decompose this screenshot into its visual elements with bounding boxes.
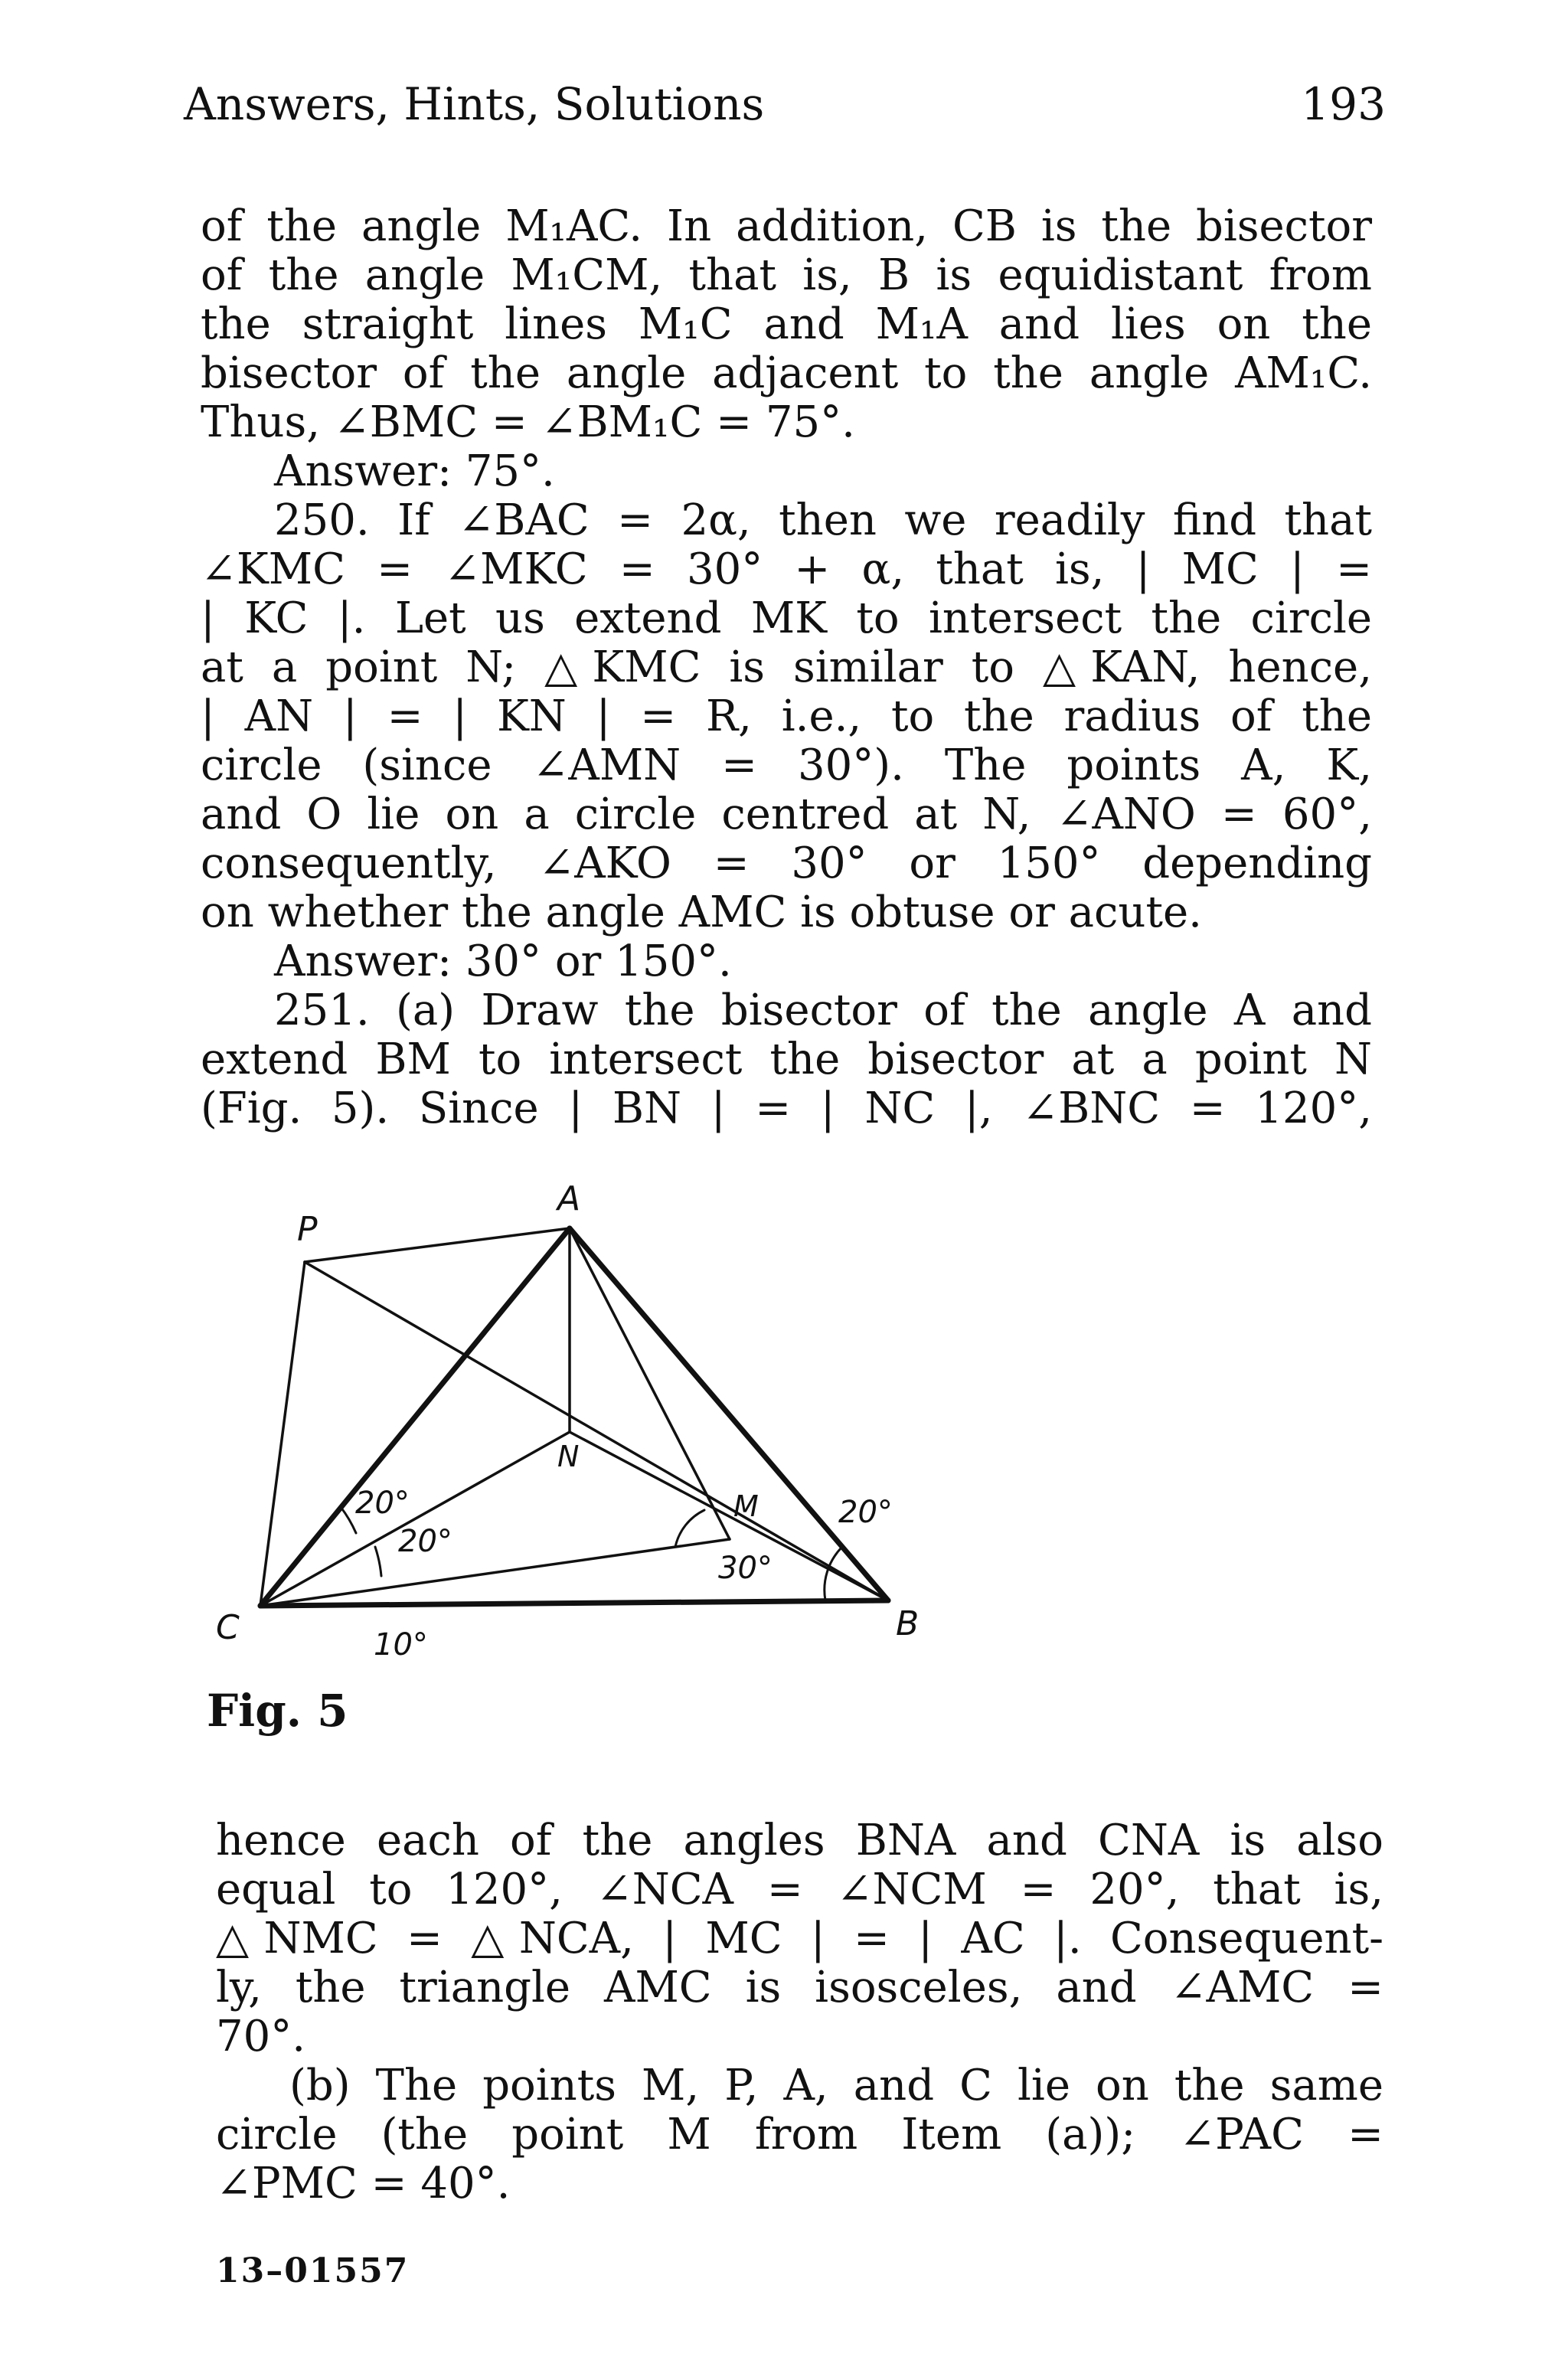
- figure-5: [207, 1179, 957, 1715]
- text-line: at a point N; △KMC is similar to △KAN, hence,: [201, 642, 1372, 692]
- angle-label-c-bottom: 10°: [374, 1627, 428, 1662]
- page-number: 193: [1301, 78, 1386, 130]
- segment-CM: [260, 1539, 730, 1606]
- text-line: circle (the point M from Item (a)); ∠PAC =: [216, 2110, 1383, 2159]
- part-b-start: (b) The points M, P, A, and C lie on the same: [289, 2061, 1383, 2110]
- text-line: ∠PMC = 40°.: [216, 2159, 511, 2208]
- signature-code: 13–01557: [216, 2251, 410, 2290]
- geometry-diagram: [207, 1179, 957, 1715]
- point-label-N: N: [557, 1440, 580, 1473]
- text-line: extend BM to intersect the bisector at a point N: [201, 1035, 1372, 1084]
- segment-PB: [305, 1262, 888, 1600]
- text-line: equal to 120°, ∠NCA = ∠NCM = 20°, that is,: [216, 1865, 1383, 1914]
- text-line: the straight lines M₁C and M₁A and lies on the: [201, 299, 1372, 349]
- angle-arc-c-lower: [375, 1547, 381, 1576]
- text-line: and O lie on a circle centred at N, ∠ANO = 60°,: [201, 790, 1372, 839]
- segment-PC: [260, 1262, 305, 1606]
- text-line: of the angle M₁CM, that is, B is equidistant from: [201, 250, 1372, 300]
- text-line: ly, the triangle AMC is isosceles, and ∠AMC =: [216, 1963, 1383, 2012]
- text-line: circle (since ∠AMN = 30°). The points A, K,: [201, 740, 1372, 790]
- header-title: Answers, Hints, Solutions: [184, 78, 765, 130]
- text-line: △NMC = △NCA, | MC | = | AC |. Consequent-: [216, 1914, 1383, 1963]
- answer-text-block-2: [216, 1816, 1383, 2208]
- text-line: bisector of the angle adjacent to the angle AM₁C.: [201, 348, 1372, 398]
- problem-251-start: 251. (a) Draw the bisector of the angle A and: [274, 986, 1372, 1035]
- text-line: Thus, ∠BMC = ∠BM₁C = 75°.: [201, 397, 855, 447]
- text-line: on whether the angle AMC is obtuse or acute.: [201, 888, 1202, 937]
- problem-250-start: 250. If ∠BAC = 2α, then we readily find that: [274, 495, 1372, 545]
- answer-text-block: [201, 202, 1372, 1133]
- angle-label-c-mid: 20°: [398, 1524, 452, 1559]
- angle-arc-c-upper: [341, 1507, 356, 1533]
- figure-caption: Fig. 5: [207, 1685, 348, 1737]
- segment-PA: [305, 1228, 570, 1262]
- point-label-P: P: [297, 1210, 318, 1249]
- angle-label-m: 30°: [718, 1551, 773, 1586]
- text-line: | AN | = | KN | = R, i.e., to the radius of the: [201, 691, 1372, 741]
- segment-CN: [260, 1432, 570, 1606]
- answer-line: Answer: 75°.: [274, 446, 555, 496]
- angle-label-b: 20°: [838, 1495, 893, 1530]
- answer-line: Answer: 30° or 150°.: [274, 937, 732, 986]
- text-line: consequently, ∠AKO = 30° or 150° depending: [201, 839, 1372, 888]
- running-header: [184, 74, 1386, 135]
- point-label-A: A: [557, 1179, 581, 1218]
- point-label-C: C: [216, 1608, 240, 1647]
- segment-AB: [570, 1228, 888, 1600]
- text-line: (Fig. 5). Since | BN | = | NC |, ∠BNC = 120°,: [201, 1084, 1372, 1133]
- segment-CB: [260, 1600, 888, 1606]
- text-line: hence each of the angles BNA and CNA is also: [216, 1816, 1383, 1865]
- angle-arc-m: [675, 1510, 704, 1547]
- point-label-B: B: [896, 1604, 920, 1643]
- text-line: of the angle M₁AC. In addition, CB is the bisector: [201, 201, 1372, 251]
- angle-label-c-upper: 20°: [355, 1486, 410, 1521]
- text-line: | KC |. Let us extend MK to intersect the circle: [201, 593, 1372, 643]
- point-label-M: M: [733, 1489, 759, 1523]
- text-line: 70°.: [216, 2012, 306, 2061]
- text-line: ∠KMC = ∠MKC = 30° + α, that is, | MC | =: [201, 544, 1372, 594]
